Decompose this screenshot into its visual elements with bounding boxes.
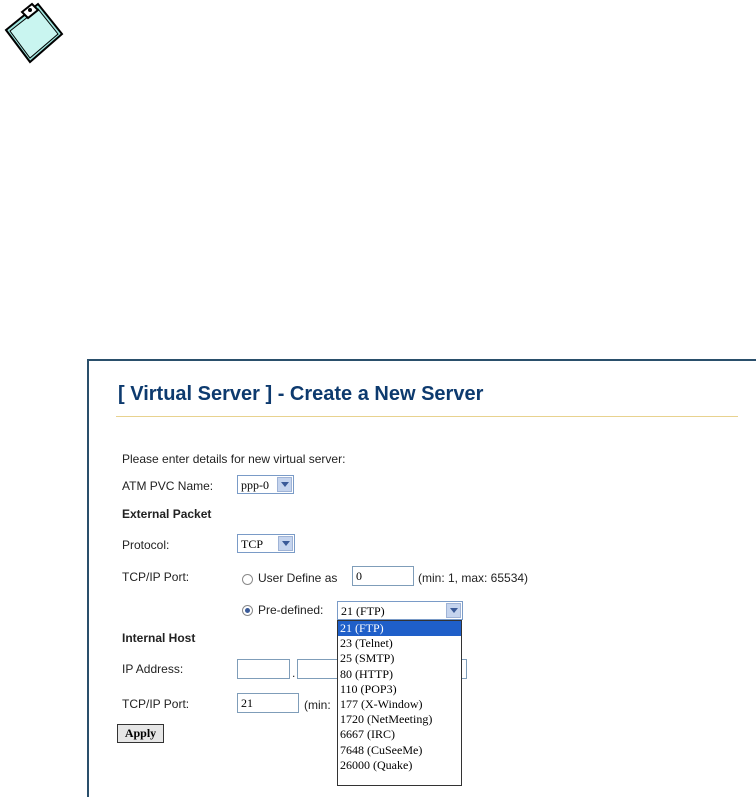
atm-pvc-value: ppp-0 (241, 478, 269, 492)
dropdown-option[interactable]: 6667 (IRC) (340, 727, 395, 742)
ip-octet-2-input[interactable] (297, 659, 339, 679)
user-define-label: User Define as (258, 571, 338, 585)
protocol-value: TCP (241, 537, 264, 551)
ip-address-label: IP Address: (122, 662, 184, 676)
external-port-label: TCP/IP Port: (122, 570, 190, 584)
predefined-dropdown-list[interactable] (337, 620, 462, 786)
dropdown-option[interactable]: 7648 (CuSeeMe) (340, 742, 423, 757)
predefined-radio[interactable] (242, 605, 253, 616)
user-define-input[interactable]: 0 (352, 566, 414, 586)
dropdown-option[interactable]: 1720 (NetMeeting) (340, 712, 433, 727)
apply-button[interactable]: Apply (117, 724, 164, 743)
predefined-value: 21 (FTP) (341, 604, 385, 618)
internal-host-heading: Internal Host (122, 631, 196, 645)
protocol-select[interactable] (237, 534, 295, 553)
title-divider (116, 416, 738, 417)
ip-dot-separator: . (292, 666, 296, 680)
dropdown-option[interactable]: 80 (HTTP) (340, 666, 393, 681)
internal-port-hint: (min: (304, 698, 331, 712)
chevron-down-icon (278, 536, 293, 551)
dropdown-option[interactable]: 21 (FTP) (338, 621, 461, 636)
dropdown-option[interactable]: 110 (POP3) (340, 681, 397, 696)
clipboard-note-icon (2, 0, 66, 70)
dropdown-option[interactable]: 26000 (Quake) (340, 757, 413, 772)
atm-pvc-select[interactable] (237, 475, 294, 494)
predefined-label: Pre-defined: (258, 603, 324, 617)
page-title: [ Virtual Server ] - Create a New Server (118, 383, 484, 405)
predefined-select[interactable] (337, 601, 463, 620)
internal-port-label: TCP/IP Port: (122, 697, 190, 711)
atm-pvc-label: ATM PVC Name: (122, 479, 214, 493)
chevron-down-icon (446, 603, 461, 618)
dropdown-option[interactable]: 25 (SMTP) (340, 651, 395, 666)
external-packet-heading: External Packet (122, 507, 212, 521)
dropdown-option[interactable]: 177 (X-Window) (340, 696, 423, 711)
user-define-hint: (min: 1, max: 65534) (418, 571, 529, 585)
intro-text: Please enter details for new virtual server: (122, 452, 346, 466)
user-define-radio[interactable] (242, 574, 253, 585)
internal-port-input[interactable]: 21 (237, 693, 299, 713)
protocol-label: Protocol: (122, 538, 170, 552)
dropdown-option[interactable]: 23 (Telnet) (340, 636, 393, 651)
chevron-down-icon (277, 477, 292, 492)
ip-octet-1-input[interactable] (237, 659, 290, 679)
